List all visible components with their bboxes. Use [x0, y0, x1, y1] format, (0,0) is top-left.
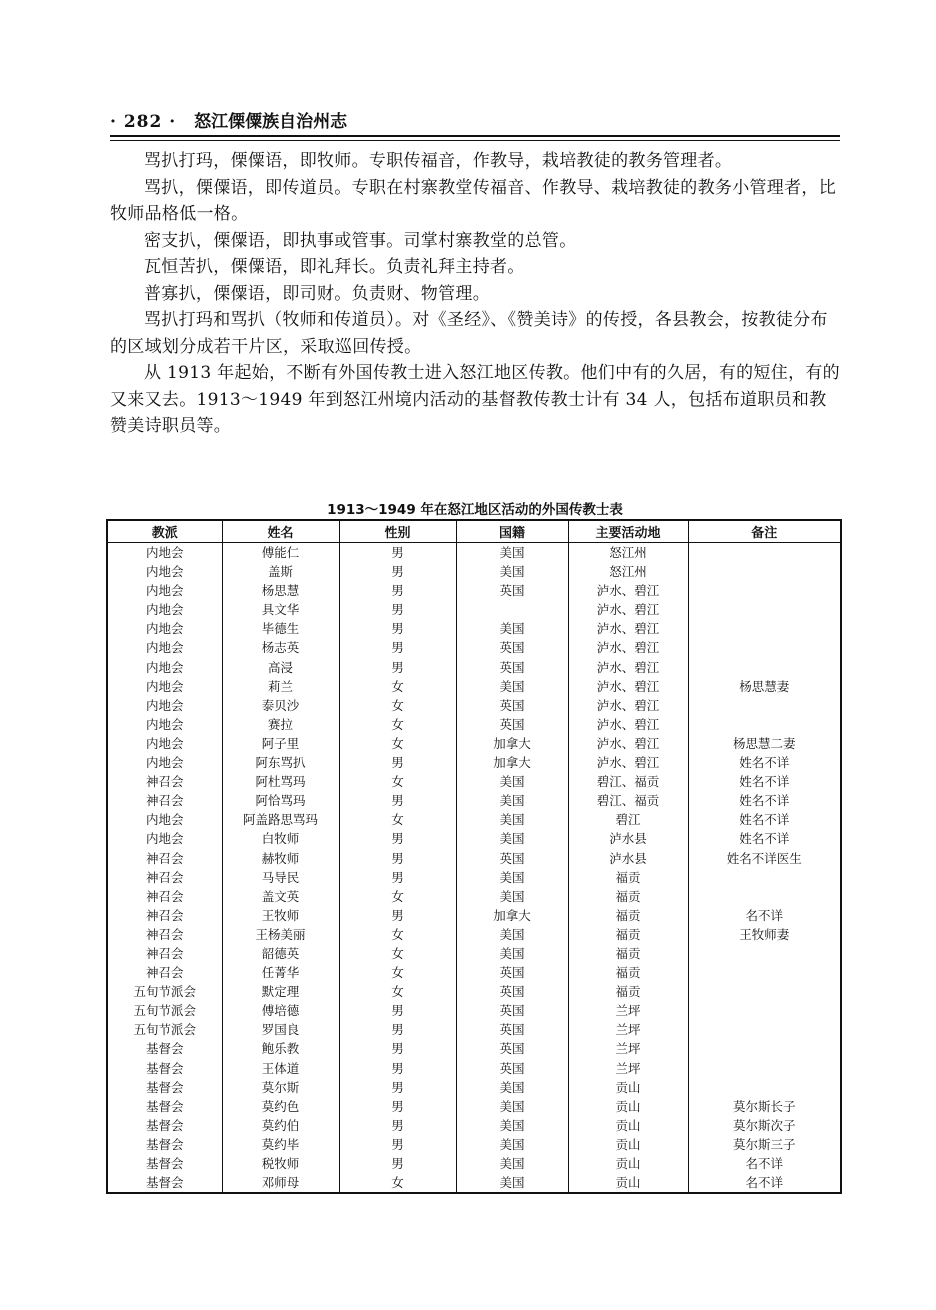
table-cell: 王杨美丽 — [222, 925, 339, 944]
table-cell: 姓名不详 — [688, 791, 841, 810]
table-cell: 内地会 — [107, 696, 222, 715]
table-cell: 五旬节派会 — [107, 1020, 222, 1039]
table-row — [107, 944, 841, 963]
table-cell: 福贡 — [568, 982, 688, 1001]
table-cell: 名不详 — [688, 1173, 841, 1193]
table-cell: 莫约伯 — [222, 1116, 339, 1135]
table-cell: 碧江、福贡 — [568, 772, 688, 791]
table-row — [107, 1173, 841, 1193]
table-cell: 怒江州 — [568, 543, 688, 563]
table-cell — [688, 868, 841, 887]
table-cell: 神召会 — [107, 772, 222, 791]
table-cell: 赫牧师 — [222, 849, 339, 868]
table-cell: 神召会 — [107, 791, 222, 810]
table-cell: 阿盖路思骂玛 — [222, 810, 339, 829]
column-header: 备注 — [688, 520, 841, 543]
paragraph: 从 1913 年起始，不断有外国传教士进入怒江地区传教。他们中有的久居，有的短住，有的又来又去。1913～1949 年到怒江州境内活动的基督教传教士计有 34 人，包括布道职员和教赞美诗职员等。 — [110, 363, 840, 436]
table-row — [107, 810, 841, 829]
table-cell — [688, 619, 841, 638]
table-row — [107, 1097, 841, 1116]
table-cell — [688, 715, 841, 734]
table-cell: 美国 — [456, 1116, 568, 1135]
table-cell: 名不详 — [688, 906, 841, 925]
table-cell: 基督会 — [107, 1059, 222, 1078]
table-cell: 美国 — [456, 543, 568, 563]
table-cell: 莫约毕 — [222, 1135, 339, 1154]
table-cell — [688, 562, 841, 581]
table-cell: 姓名不详医生 — [688, 849, 841, 868]
table-cell: 五旬节派会 — [107, 1001, 222, 1020]
table-cell: 阿东骂扒 — [222, 753, 339, 772]
table-cell: 内地会 — [107, 543, 222, 563]
table-cell: 碧江 — [568, 810, 688, 829]
table-cell: 内地会 — [107, 753, 222, 772]
table-cell — [688, 658, 841, 677]
table-cell: 内地会 — [107, 810, 222, 829]
table-cell — [688, 1001, 841, 1020]
table-cell: 韶德英 — [222, 944, 339, 963]
table-cell: 男 — [339, 753, 456, 772]
table-cell: 美国 — [456, 868, 568, 887]
column-header: 性别 — [339, 520, 456, 543]
table-cell: 美国 — [456, 944, 568, 963]
table-row — [107, 1116, 841, 1135]
table-cell: 泸水、碧江 — [568, 619, 688, 638]
table-cell: 邓师母 — [222, 1173, 339, 1193]
table-cell: 美国 — [456, 619, 568, 638]
table-cell: 福贡 — [568, 925, 688, 944]
table-cell: 美国 — [456, 562, 568, 581]
table-cell: 神召会 — [107, 963, 222, 982]
table-row — [107, 600, 841, 619]
body-text — [110, 148, 840, 440]
table-cell: 内地会 — [107, 600, 222, 619]
table-cell: 莉兰 — [222, 677, 339, 696]
table-cell: 男 — [339, 791, 456, 810]
table-cell: 泸水、碧江 — [568, 715, 688, 734]
table-row — [107, 982, 841, 1001]
table-cell: 泰贝沙 — [222, 696, 339, 715]
table-row — [107, 1154, 841, 1173]
table-row — [107, 963, 841, 982]
table-cell: 男 — [339, 1154, 456, 1173]
table-row — [107, 1135, 841, 1154]
table-cell: 基督会 — [107, 1135, 222, 1154]
table-cell: 内地会 — [107, 619, 222, 638]
header-rule-thin — [110, 140, 840, 141]
table-cell: 鲍乐教 — [222, 1039, 339, 1058]
table-cell — [688, 638, 841, 657]
table-cell: 女 — [339, 677, 456, 696]
table-cell: 男 — [339, 829, 456, 848]
table-row — [107, 696, 841, 715]
table-cell: 五旬节派会 — [107, 982, 222, 1001]
table-cell: 贡山 — [568, 1078, 688, 1097]
table-cell: 内地会 — [107, 658, 222, 677]
table-cell: 男 — [339, 600, 456, 619]
table-cell: 阿子里 — [222, 734, 339, 753]
table-row — [107, 562, 841, 581]
table-cell: 男 — [339, 849, 456, 868]
table-cell — [688, 543, 841, 563]
table-cell: 神召会 — [107, 868, 222, 887]
table-cell — [688, 581, 841, 600]
table-cell: 美国 — [456, 791, 568, 810]
table-cell: 基督会 — [107, 1078, 222, 1097]
table-row — [107, 849, 841, 868]
table-cell: 阿恰骂玛 — [222, 791, 339, 810]
table-cell: 贡山 — [568, 1154, 688, 1173]
table-cell: 英国 — [456, 658, 568, 677]
header-rule-thick — [110, 135, 840, 137]
paragraph: 普寡扒，傈僳语，即司财。负责财、物管理。 — [144, 283, 490, 304]
table-cell: 英国 — [456, 849, 568, 868]
column-header: 主要活动地 — [568, 520, 688, 543]
table-row — [107, 677, 841, 696]
table-cell: 英国 — [456, 696, 568, 715]
table-cell: 女 — [339, 1173, 456, 1193]
table-cell: 男 — [339, 906, 456, 925]
table-cell: 美国 — [456, 1097, 568, 1116]
table-row — [107, 1020, 841, 1039]
table-row — [107, 906, 841, 925]
table-cell: 具文华 — [222, 600, 339, 619]
table-cell: 基督会 — [107, 1154, 222, 1173]
table-cell: 福贡 — [568, 963, 688, 982]
table-row — [107, 543, 841, 563]
table-cell: 罗国良 — [222, 1020, 339, 1039]
table-cell: 基督会 — [107, 1097, 222, 1116]
table-cell — [688, 1059, 841, 1078]
table-cell: 福贡 — [568, 906, 688, 925]
table-title: 1913～1949 年在怒江地区活动的外国传教士表 — [327, 502, 623, 518]
table-cell: 税牧师 — [222, 1154, 339, 1173]
table-cell: 男 — [339, 1135, 456, 1154]
table-cell — [688, 1020, 841, 1039]
table-row — [107, 753, 841, 772]
table-row — [107, 734, 841, 753]
table-cell: 男 — [339, 581, 456, 600]
table-cell: 泸水、碧江 — [568, 581, 688, 600]
table-row — [107, 715, 841, 734]
page-number: · 282 · — [110, 112, 177, 132]
table-cell: 英国 — [456, 1039, 568, 1058]
table-cell: 兰坪 — [568, 1001, 688, 1020]
table-cell: 英国 — [456, 638, 568, 657]
table-cell — [688, 963, 841, 982]
table-cell: 姓名不详 — [688, 829, 841, 848]
table-cell: 男 — [339, 1059, 456, 1078]
table-cell: 莫尔斯长子 — [688, 1097, 841, 1116]
table-cell: 贡山 — [568, 1173, 688, 1193]
table-cell: 泸水、碧江 — [568, 696, 688, 715]
table-cell: 神召会 — [107, 887, 222, 906]
table-cell: 内地会 — [107, 677, 222, 696]
paragraph: 骂扒打玛，傈僳语，即牧师。专职传福音，作教导，栽培教徒的教务管理者。 — [144, 151, 733, 171]
table-cell: 基督会 — [107, 1039, 222, 1058]
table-cell: 福贡 — [568, 944, 688, 963]
table-cell: 泸水、碧江 — [568, 753, 688, 772]
table-cell: 美国 — [456, 810, 568, 829]
table-cell: 内地会 — [107, 715, 222, 734]
table-cell: 傅能仁 — [222, 543, 339, 563]
table-cell: 美国 — [456, 772, 568, 791]
table-cell: 加拿大 — [456, 734, 568, 753]
table-row — [107, 1059, 841, 1078]
table-cell: 福贡 — [568, 887, 688, 906]
table-cell: 泸水县 — [568, 829, 688, 848]
table-cell: 贡山 — [568, 1097, 688, 1116]
table-cell — [456, 600, 568, 619]
table-cell: 神召会 — [107, 925, 222, 944]
table-cell: 杨思慧 — [222, 581, 339, 600]
table-cell: 加拿大 — [456, 906, 568, 925]
table-cell: 男 — [339, 658, 456, 677]
table-cell: 男 — [339, 638, 456, 657]
table-cell: 兰坪 — [568, 1039, 688, 1058]
column-header: 教派 — [107, 520, 222, 543]
table-cell — [688, 887, 841, 906]
table-cell: 美国 — [456, 677, 568, 696]
table-cell: 姓名不详 — [688, 772, 841, 791]
running-header — [110, 106, 840, 132]
table-cell: 英国 — [456, 963, 568, 982]
table-cell: 福贡 — [568, 868, 688, 887]
table-cell: 盖文英 — [222, 887, 339, 906]
table-cell: 莫约色 — [222, 1097, 339, 1116]
table-cell: 英国 — [456, 715, 568, 734]
table-cell: 泸水县 — [568, 849, 688, 868]
table-cell — [688, 600, 841, 619]
table-cell: 男 — [339, 1097, 456, 1116]
table-cell: 内地会 — [107, 638, 222, 657]
paragraph: 密支扒，傈僳语，即执事或管事。司掌村寨教堂的总管。 — [144, 230, 577, 251]
table-cell: 男 — [339, 1039, 456, 1058]
table-row — [107, 658, 841, 677]
table-row — [107, 1001, 841, 1020]
table-cell: 泸水、碧江 — [568, 638, 688, 657]
table-cell: 姓名不详 — [688, 753, 841, 772]
table-cell: 加拿大 — [456, 753, 568, 772]
table-cell: 莫尔斯 — [222, 1078, 339, 1097]
table-cell: 内地会 — [107, 562, 222, 581]
table-cell: 男 — [339, 619, 456, 638]
table-cell: 女 — [339, 810, 456, 829]
table-cell: 女 — [339, 734, 456, 753]
table-cell: 女 — [339, 715, 456, 734]
table-cell: 女 — [339, 944, 456, 963]
table-row — [107, 638, 841, 657]
table-row — [107, 925, 841, 944]
table-cell — [688, 944, 841, 963]
table-cell: 男 — [339, 1116, 456, 1135]
table-cell: 女 — [339, 963, 456, 982]
table-row — [107, 791, 841, 810]
table-cell: 内地会 — [107, 829, 222, 848]
table-cell: 神召会 — [107, 849, 222, 868]
table-cell: 美国 — [456, 887, 568, 906]
table-cell: 王牧师妻 — [688, 925, 841, 944]
table-row — [107, 1039, 841, 1058]
table-cell: 毕德生 — [222, 619, 339, 638]
table-row — [107, 829, 841, 848]
table-cell: 英国 — [456, 1059, 568, 1078]
table-cell: 女 — [339, 772, 456, 791]
table-cell: 美国 — [456, 1078, 568, 1097]
paragraph: 骂扒打玛和骂扒（牧师和传道员）。对《圣经》、《赞美诗》的传授，各县教会，按教徒分布的区域划分成若干片区，采取巡回传授。 — [110, 310, 828, 357]
table-cell: 英国 — [456, 982, 568, 1001]
table-row — [107, 887, 841, 906]
table-cell: 莫尔斯三子 — [688, 1135, 841, 1154]
table-cell: 女 — [339, 696, 456, 715]
table-cell: 基督会 — [107, 1173, 222, 1193]
table-cell: 女 — [339, 887, 456, 906]
table-cell: 英国 — [456, 1001, 568, 1020]
table-cell: 马导民 — [222, 868, 339, 887]
table-cell: 美国 — [456, 925, 568, 944]
table-cell: 贡山 — [568, 1135, 688, 1154]
column-header: 国籍 — [456, 520, 568, 543]
table-body — [107, 543, 841, 1194]
table-cell: 基督会 — [107, 1116, 222, 1135]
table-row — [107, 619, 841, 638]
table-cell: 盖斯 — [222, 562, 339, 581]
table-cell: 男 — [339, 868, 456, 887]
table-cell: 姓名不详 — [688, 810, 841, 829]
table-cell: 王体道 — [222, 1059, 339, 1078]
table-cell: 美国 — [456, 1154, 568, 1173]
paragraph: 骂扒，傈僳语，即传道员。专职在村寨教堂传福音、作教导、栽培教徒的教务小管理者，比牧师品格低一格。 — [110, 177, 836, 224]
table-cell: 碧江、福贡 — [568, 791, 688, 810]
table-cell: 阿杜骂玛 — [222, 772, 339, 791]
table-cell: 男 — [339, 1020, 456, 1039]
table-cell: 贡山 — [568, 1116, 688, 1135]
table-cell: 兰坪 — [568, 1020, 688, 1039]
table-cell: 美国 — [456, 1135, 568, 1154]
table-cell: 男 — [339, 562, 456, 581]
table-cell: 泸水、碧江 — [568, 658, 688, 677]
table-cell: 美国 — [456, 1173, 568, 1193]
table-cell: 默定理 — [222, 982, 339, 1001]
table-cell: 神召会 — [107, 906, 222, 925]
table-cell: 男 — [339, 1078, 456, 1097]
table-cell: 泸水、碧江 — [568, 677, 688, 696]
paragraph: 瓦恒苦扒，傈僳语，即礼拜长。负责礼拜主持者。 — [144, 257, 525, 277]
table-row — [107, 1078, 841, 1097]
table-row — [107, 772, 841, 791]
table-cell: 任菁华 — [222, 963, 339, 982]
table-cell: 杨思慧妻 — [688, 677, 841, 696]
table-cell: 王牧师 — [222, 906, 339, 925]
table-cell: 神召会 — [107, 944, 222, 963]
missionary-table — [106, 519, 842, 1194]
table-cell: 男 — [339, 543, 456, 563]
table-cell: 白牧师 — [222, 829, 339, 848]
table-row — [107, 581, 841, 600]
table-cell: 傅培德 — [222, 1001, 339, 1020]
table-cell: 杨思慧二妻 — [688, 734, 841, 753]
table-header-row — [107, 520, 841, 543]
table-cell: 英国 — [456, 1020, 568, 1039]
table-cell: 美国 — [456, 829, 568, 848]
table-cell — [688, 982, 841, 1001]
table-cell: 莫尔斯次子 — [688, 1116, 841, 1135]
table-cell — [688, 1039, 841, 1058]
column-header: 姓名 — [222, 520, 339, 543]
table-cell: 高浸 — [222, 658, 339, 677]
table-cell: 男 — [339, 1001, 456, 1020]
table-cell: 英国 — [456, 581, 568, 600]
table-cell — [688, 696, 841, 715]
table-row — [107, 868, 841, 887]
table-cell: 女 — [339, 982, 456, 1001]
table-cell: 名不详 — [688, 1154, 841, 1173]
table-cell: 杨志英 — [222, 638, 339, 657]
table-cell: 内地会 — [107, 734, 222, 753]
table-cell: 泸水、碧江 — [568, 600, 688, 619]
table-cell: 赛拉 — [222, 715, 339, 734]
table-cell: 女 — [339, 925, 456, 944]
table-cell: 怒江州 — [568, 562, 688, 581]
table-cell: 泸水、碧江 — [568, 734, 688, 753]
table-cell: 兰坪 — [568, 1059, 688, 1078]
table-cell: 内地会 — [107, 581, 222, 600]
book-title: 怒江傈僳族自治州志 — [194, 112, 348, 132]
table-cell — [688, 1078, 841, 1097]
